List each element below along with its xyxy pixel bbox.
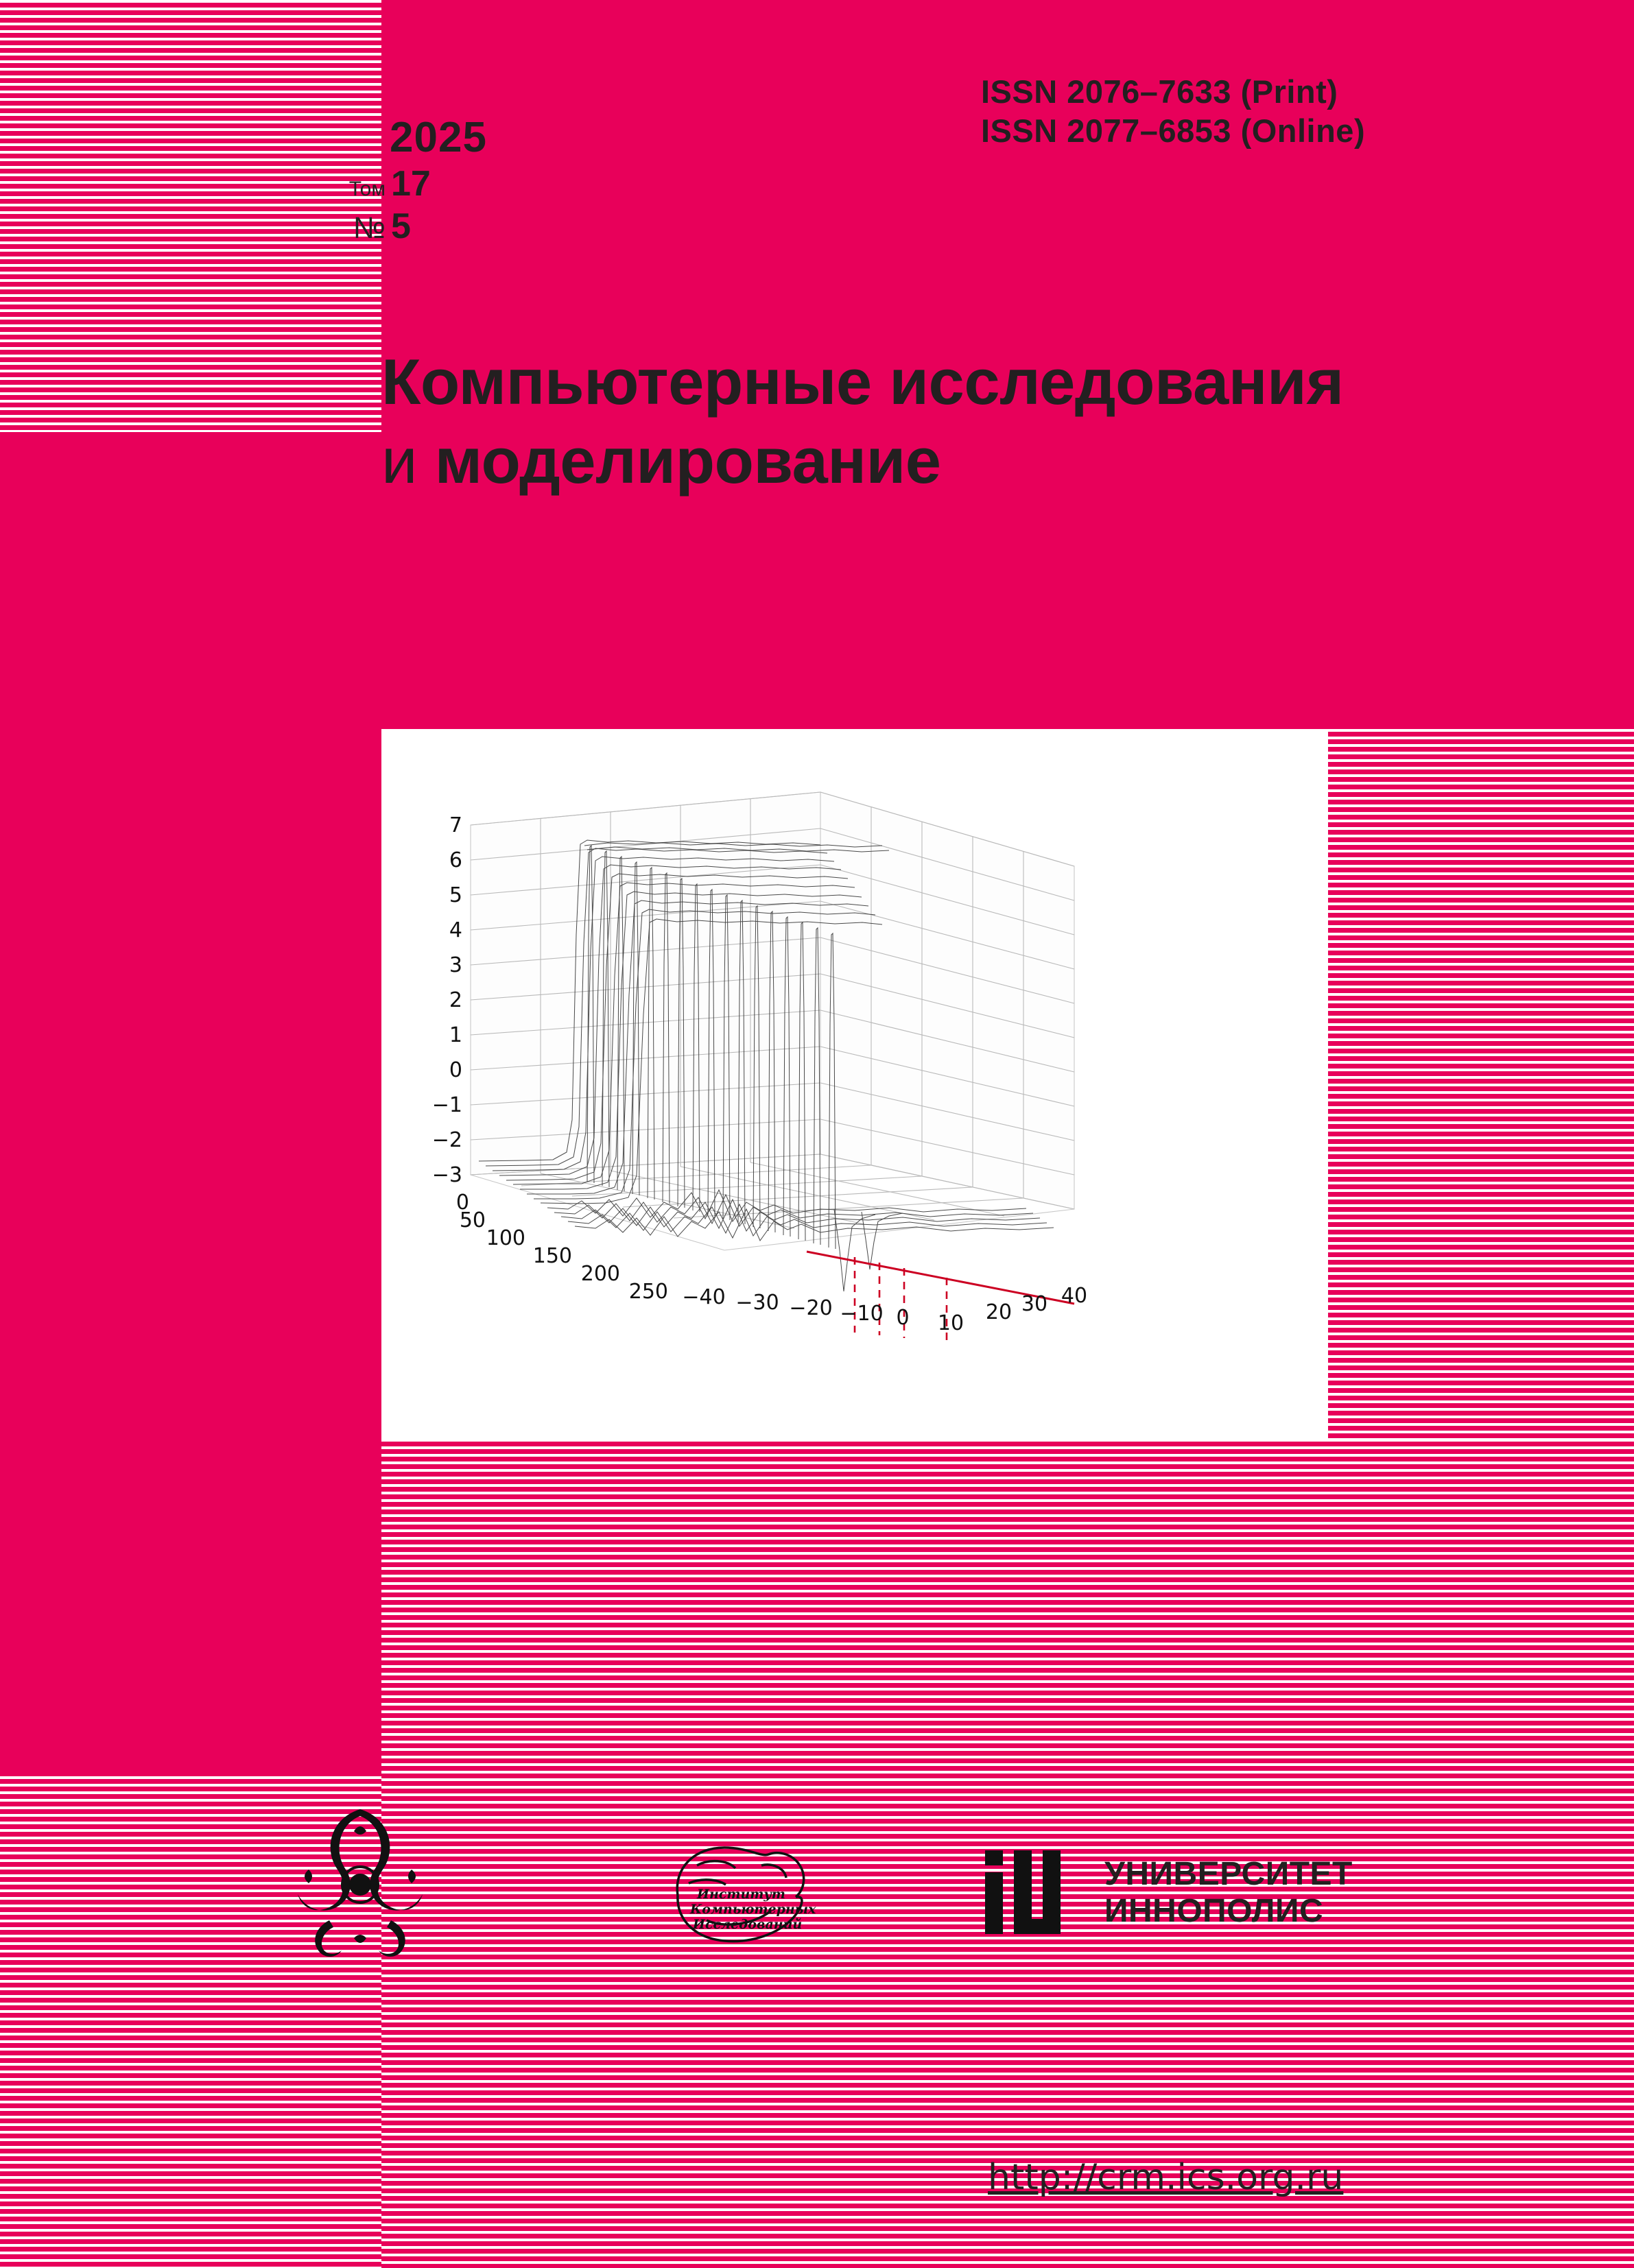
title-conjunction: и (381, 424, 418, 497)
logo-row (274, 1804, 1441, 1982)
chart-grid (471, 792, 1074, 1250)
issue-volume-label: Том (348, 178, 386, 200)
issn-block (981, 72, 1365, 151)
svg-text:7: 7 (449, 813, 462, 837)
issue-year: 2025 (390, 114, 487, 161)
svg-text:−2: −2 (431, 1128, 462, 1152)
waterfall-chart (381, 729, 1328, 1439)
svg-text:−10: −10 (840, 1302, 884, 1326)
issue-number-value: 5 (391, 206, 411, 246)
svg-text:5: 5 (449, 883, 462, 907)
svg-text:20: 20 (985, 1300, 1013, 1324)
issue-number-row (322, 208, 611, 244)
svg-text:3: 3 (449, 953, 462, 977)
svg-text:−3: −3 (431, 1163, 462, 1187)
title-line-2-bold: моделирование (434, 424, 941, 497)
innopolis-mark-icon (981, 1845, 1084, 1941)
svg-text:150: 150 (532, 1244, 572, 1268)
cover-figure (381, 729, 1328, 1439)
svg-text:250: 250 (628, 1280, 668, 1304)
svg-text:0: 0 (449, 1058, 462, 1082)
innopolis-line1: УНИВЕРСИТЕТ (1104, 1856, 1353, 1893)
svg-text:200: 200 (580, 1262, 620, 1286)
issn-print: ISSN 2076–7633 (Print) (981, 73, 1338, 110)
svg-text:30: 30 (1021, 1292, 1048, 1316)
svg-text:50: 50 (459, 1208, 486, 1232)
svg-text:4: 4 (449, 918, 462, 942)
innopolis-university-label (1104, 1856, 1353, 1930)
ics-institute-emblem-logo (659, 1830, 830, 1963)
innopolis-line2: ИННОПОЛИС (1104, 1893, 1324, 1929)
svg-text:2: 2 (449, 988, 462, 1012)
svg-text:100: 100 (486, 1226, 525, 1250)
svg-text:Исследований: Исследований (693, 1917, 803, 1932)
issue-block (322, 114, 611, 246)
page-title (381, 343, 1589, 500)
svg-text:0: 0 (896, 1306, 910, 1330)
svg-text:6: 6 (449, 848, 462, 872)
issue-number-label: № (353, 211, 386, 245)
svg-text:10: 10 (937, 1311, 964, 1335)
svg-text:−40: −40 (682, 1285, 726, 1309)
svg-text:−20: −20 (789, 1296, 833, 1320)
svg-text:40: 40 (1061, 1284, 1088, 1308)
issn-online: ISSN 2077–6853 (Online) (981, 112, 1366, 150)
svg-text:0: 0 (455, 1191, 469, 1215)
title-line-2 (381, 422, 1589, 501)
journal-website-link[interactable]: http://crm.ics.org.ru (988, 2157, 1344, 2198)
svg-text:−30: −30 (735, 1291, 779, 1315)
svg-text:Компьютерных: Компьютерных (690, 1902, 816, 1917)
issue-volume-value: 17 (391, 164, 431, 204)
title-line-1: Компьютерные исследования (381, 346, 1344, 418)
svg-text:−1: −1 (431, 1093, 462, 1117)
fractal-emblem-logo (288, 1804, 432, 1965)
svg-text:1: 1 (449, 1023, 462, 1047)
innopolis-university-logo (981, 1845, 1353, 1941)
issue-volume-row (322, 166, 611, 202)
svg-text:Институт: Институт (697, 1887, 785, 1902)
